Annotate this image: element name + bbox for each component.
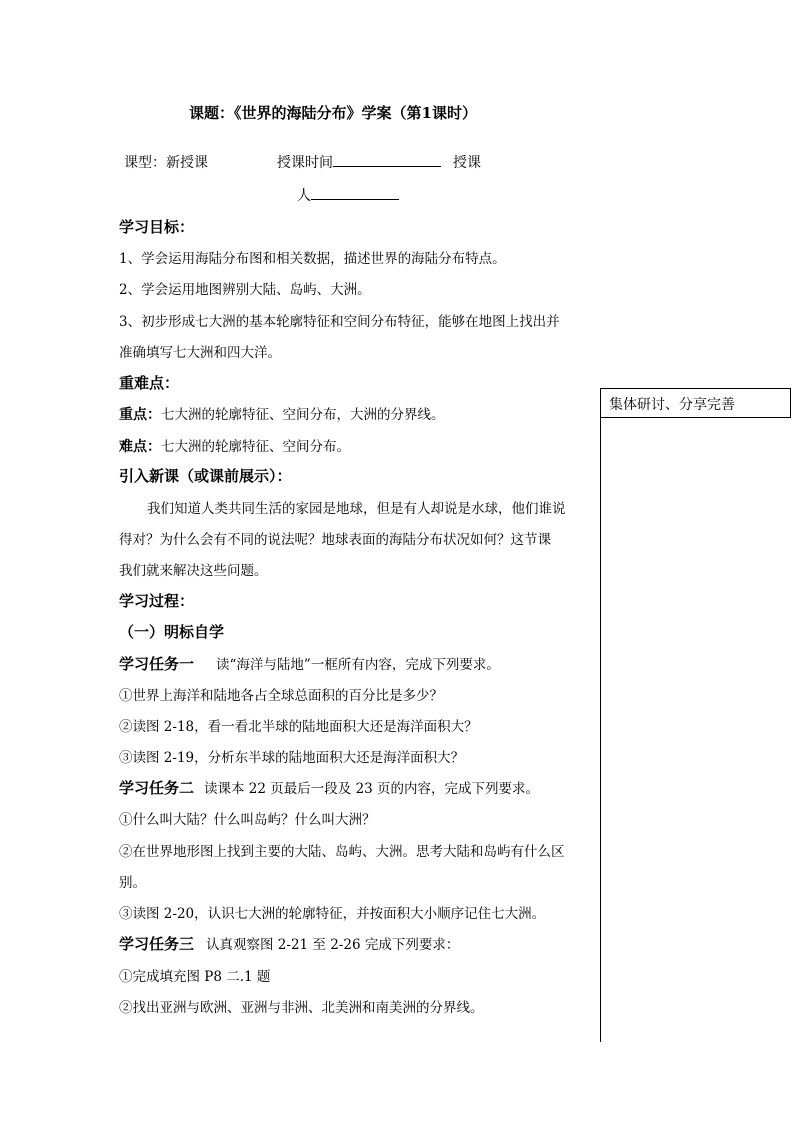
task-item: ③读图 2-19，分析东半球的陆地面积大还是海洋面积大？ [119,750,465,766]
task3-label: 学习任务三 [119,935,195,953]
task-item: ①完成填充图 P8 二.1 题 [119,969,271,985]
task2 [119,777,539,798]
task-item: ③读图 2-20，认识七大洲的轮廓特征，并按面积大小顺序记住七大洲。 [119,906,546,922]
task1-label: 学习任务一 [119,655,195,673]
lesson-type: 课型：新授课 [124,155,208,171]
key-point-text: 七大洲的轮廓特征、空间分布，大洲的分界线。 [161,407,445,423]
lesson-time [277,152,441,172]
sidebar-title: 集体研讨、分享完善 [609,397,735,413]
sidebar-divider [600,418,601,1042]
task3-text: 认真观察图 2-21 至 2-26 完成下列要求： [206,937,460,953]
task-item: 别。 [119,875,146,891]
teacher-label-b: 人 [297,188,311,204]
objective-item: 3、初步形成七大洲的基本轮廓特征和空间分布特征，能够在地图上找出并 [119,314,560,330]
keypoints-heading: 重难点： [119,374,180,392]
key-point-label: 重点： [119,407,161,423]
objective-item: 2、学会运用地图辨别大陆、岛屿、大洲。 [119,282,371,298]
task3 [119,933,459,954]
process-section: （一）明标自学 [119,623,225,641]
task1-text: 读“海洋与陆地”一框所有内容，完成下列要求。 [216,657,500,673]
teacher-line [297,185,399,205]
lesson-time-blank [333,152,441,167]
difficult-point-label: 难点： [119,439,161,455]
task-item: ①世界上海洋和陆地各占全球总面积的百分比是多少？ [119,688,443,704]
sidebar-box [600,388,791,418]
objectives-heading: 学习目标： [119,218,195,236]
teacher-label-a: 授课 [453,155,481,171]
key-point [119,403,445,424]
objective-item: 1、学会运用海陆分布图和相关数据，描述世界的海陆分布特点。 [119,251,506,267]
page-title: 课题：《世界的海陆分布》学案（第1课时） [189,104,477,122]
intro-line: 我们知道人类共同生活的家园是地球，但是有人却说是水球，他们谁说 [147,501,566,517]
intro-line: 我们就来解决这些问题。 [119,563,268,579]
teacher-blank [311,185,399,200]
difficult-point [119,435,350,456]
task-item: ②在世界地形图上找到主要的大陆、岛屿、大洲。思考大陆和岛屿有什么区 [119,844,565,860]
task-item: ②读图 2-18，看一看北半球的陆地面积大还是海洋面积大？ [119,719,478,735]
task-item: ②找出亚洲与欧洲、亚洲与非洲、北美洲和南美洲的分界线。 [119,1000,484,1016]
task1 [119,653,500,674]
objective-item: 准确填写七大洲和四大洋。 [119,345,281,361]
task2-label: 学习任务二 [119,779,195,797]
intro-line: 得对？为什么会有不同的说法呢？地球表面的海陆分布状况如何？这节课 [119,532,551,548]
lesson-time-label: 授课时间 [277,155,333,171]
task-item: ①什么叫大陆？什么叫岛屿？什么叫大洲？ [119,812,376,828]
intro-heading: 引入新课（或课前展示）： [119,467,292,485]
process-heading: 学习过程： [119,592,195,610]
task2-text: 读课本 22 页最后一段及 23 页的内容，完成下列要求。 [204,781,540,797]
difficult-point-text: 七大洲的轮廓特征、空间分布。 [161,439,350,455]
